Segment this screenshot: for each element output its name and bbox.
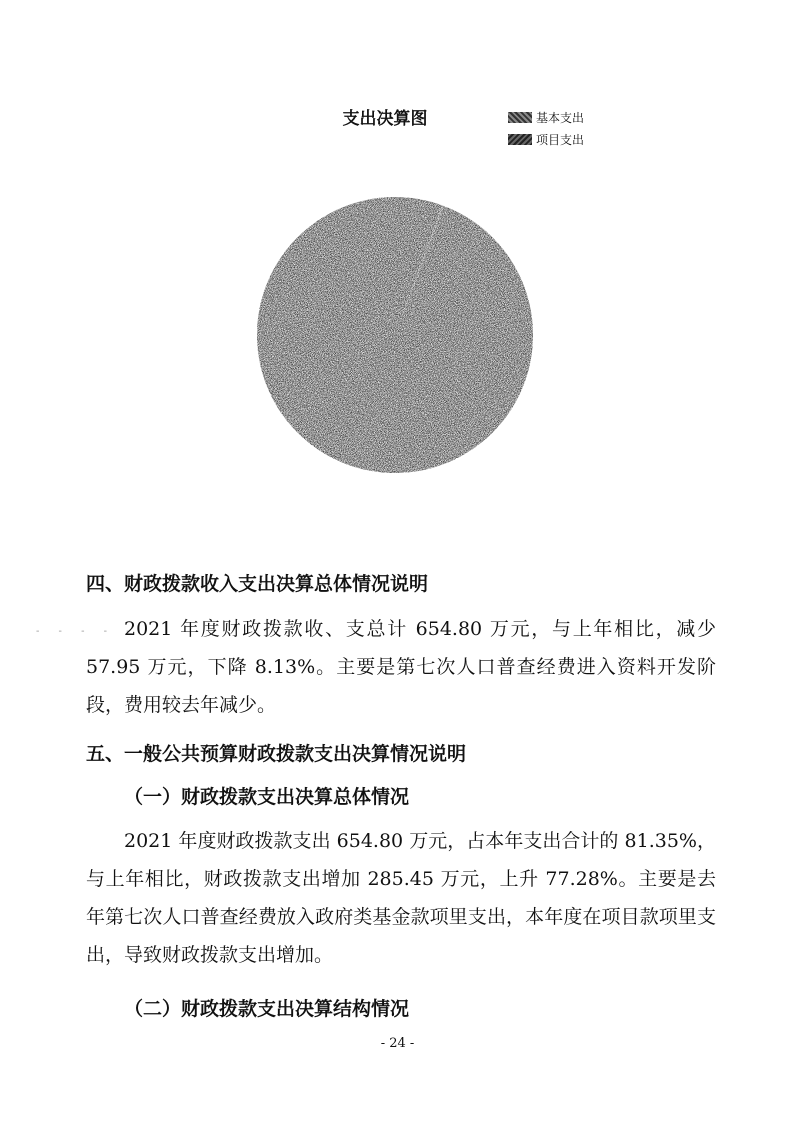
section4-heading: 四、财政拨款收入支出决算总体情况说明 xyxy=(86,573,429,595)
legend-swatch-basic xyxy=(508,112,532,123)
section5-heading: 五、一般公共预算财政拨款支出决算情况说明 xyxy=(86,743,467,765)
section4-paragraph: 2021 年度财政拨款收、支总计 654.80 万元，与上年相比，减少 57.95 万元，下降 8.13%。主要是第七次人口普查经费进入资料开发阶段，费用较去年减少。 xyxy=(86,618,716,716)
chart-legend xyxy=(508,106,584,150)
legend-label-basic: 基本支出 xyxy=(536,110,585,125)
scan-mark: - - - - - xyxy=(36,626,138,637)
pie-chart xyxy=(250,190,540,480)
sub1-heading: （一）财政拨款支出决算总体情况 xyxy=(124,786,410,808)
page-number: - 24 - xyxy=(380,1036,415,1051)
legend-label-project: 项目支出 xyxy=(536,132,585,147)
legend-swatch-project xyxy=(508,134,532,145)
sub2-heading: （二）财政拨款支出决算结构情况 xyxy=(124,998,410,1020)
chart-title: 支出决算图 xyxy=(342,109,428,129)
legend-item-project xyxy=(508,128,584,150)
pie-slice-1 xyxy=(257,197,533,473)
legend-item-basic xyxy=(508,106,584,128)
sub1-paragraph: 2021 年度财政拨款支出 654.80 万元，占本年支出合计的 81.35%，与上年相比，财政拨款支出增加 285.45 万元，上升 77.28%。主要是去年第七次人口普查经费放入政府类基金款项里支出，本年度在项目款项里支出，导致财政拨款支出增加。 xyxy=(86,830,716,966)
